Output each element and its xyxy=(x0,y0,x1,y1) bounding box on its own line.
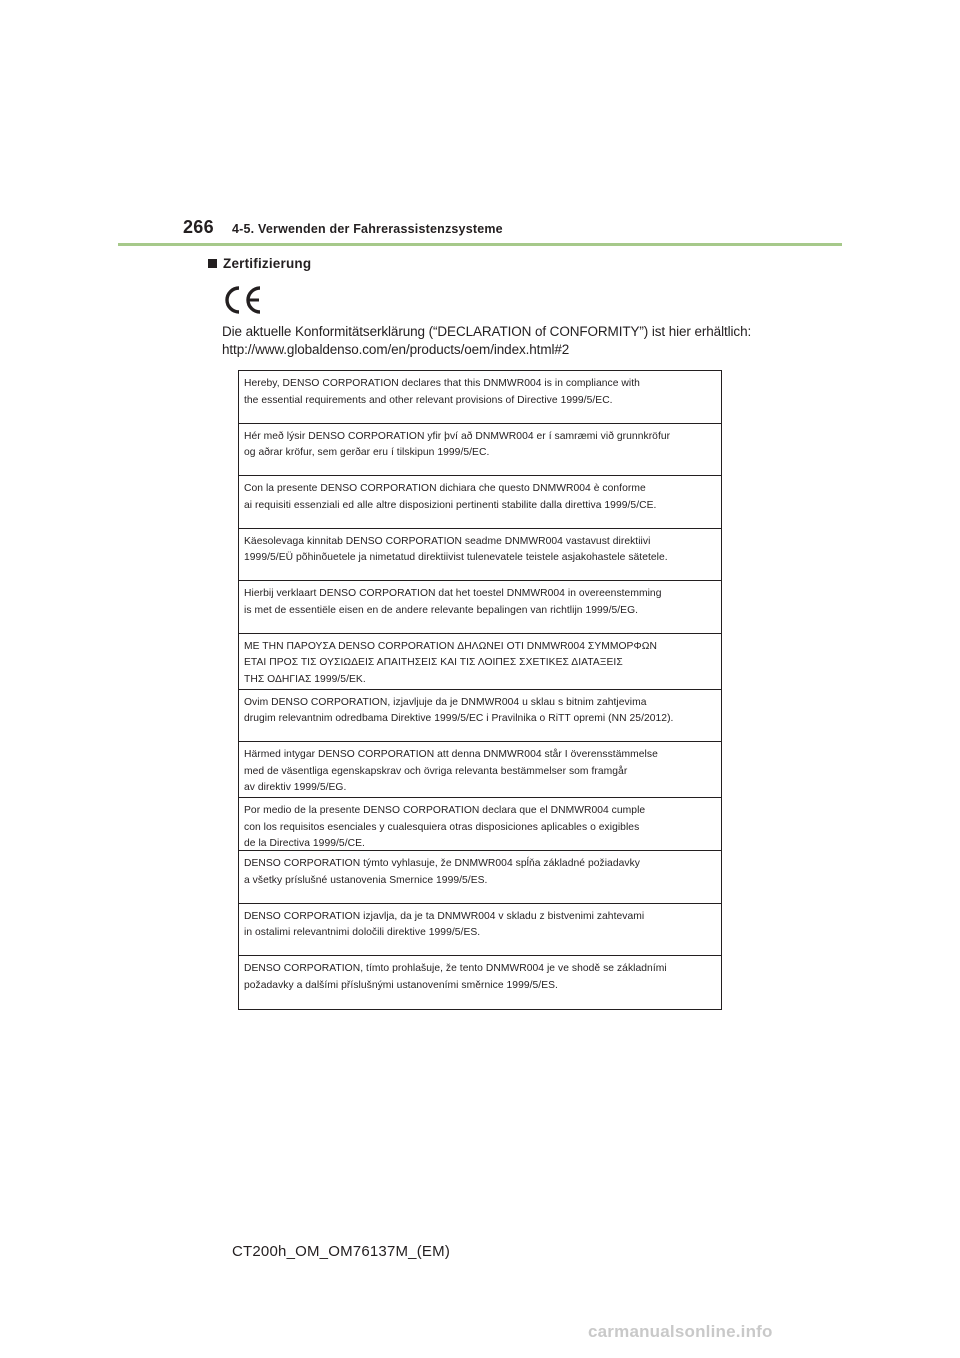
row-line: in ostalimi relevantnimi določili direktive 1999/5/ES. xyxy=(244,927,481,938)
row-line: a všetky príslušné ustanovenia Smernice 1999/5/ES. xyxy=(244,874,488,886)
subheading xyxy=(208,256,311,271)
row-line: DENSO CORPORATION izjavlja, da je ta DNMWR004 v skladu z bistvenimi zahtevami xyxy=(244,910,645,922)
row-line: Hér með lýsir DENSO CORPORATION yfir því að DNMWR004 er í samræmi við grunnkröfur xyxy=(244,430,671,442)
row-line: Hereby, DENSO CORPORATION declares that this DNMWR004 is in compliance with xyxy=(244,378,640,389)
header-divider xyxy=(118,243,842,246)
table-row xyxy=(239,742,721,798)
row-line: Con la presente DENSO CORPORATION dichiara che questo DNMWR004 è conforme xyxy=(244,483,646,494)
row-line: drugim relevantnim odredbama Direktive 1999/5/EC i Pravilnika o RiTT opremi (NN 25/2012). xyxy=(244,713,674,724)
table-row xyxy=(239,634,721,690)
section-title: 4-5. Verwenden der Fahrerassistenzsysteme xyxy=(232,222,503,236)
row-line: de la Directiva 1999/5/CE. xyxy=(244,838,365,849)
row-line: ai requisiti essenziali ed alle altre disposizioni pertinenti stabilite dalla direttiva 1999/5/CE. xyxy=(244,499,657,511)
row-line: DENSO CORPORATION týmto vyhlasuje, že DNMWR004 spĺňa základné požiadavky xyxy=(244,858,640,869)
table-row xyxy=(239,476,721,529)
row-line: Hierbij verklaart DENSO CORPORATION dat het toestel DNMWR004 in overeenstemming xyxy=(244,588,662,599)
declaration-url: http://www.globaldenso.com/en/products/oem/index.html#2 xyxy=(222,342,570,357)
row-line: Ovim DENSO CORPORATION, izjavljuje da je DNMWR004 u sklau s bitnim zahtjevima xyxy=(244,696,647,708)
table-row xyxy=(239,529,721,582)
table-row xyxy=(239,904,721,957)
row-line: 1999/5/EÜ põhinõuetele ja nimetatud direktiivist tulenevatele teistele asjakohastele sätetele. xyxy=(244,552,668,563)
row-line: ΤΗΣ ΟΔΗΓΙΑΣ 1999/5/ΕΚ. xyxy=(244,673,366,685)
row-line: is met de essentiële eisen en de andere relevante bepalingen van richtlijn 1999/5/EG. xyxy=(244,604,639,616)
row-line: požadavky a dalšími příslušnými ustanoveními směrnice 1999/5/ES. xyxy=(244,979,558,991)
table-row xyxy=(239,798,721,851)
row-line: Käesolevaga kinnitab DENSO CORPORATION seadme DNMWR004 vastavust direktiivi xyxy=(244,535,651,547)
ce-mark-icon xyxy=(223,284,265,316)
square-bullet-icon xyxy=(208,259,217,268)
row-line: av direktiv 1999/5/EG. xyxy=(244,782,347,793)
row-line: con los requisitos esenciales y cualesquiera otras disposiciones aplicables o exigibles xyxy=(244,821,640,833)
subheading-label: Zertifizierung xyxy=(223,256,312,271)
row-line: DENSO CORPORATION, tímto prohlašuje, že tento DNMWR004 je ve shodě se základními xyxy=(244,963,667,974)
table-row xyxy=(239,851,721,904)
watermark: carmanualsonline.info xyxy=(588,1322,773,1341)
row-line: ΕΤΑΙ ΠΡΟΣ ΤΙΣ ΟΥΣΙΩΔΕΙΣ ΑΠΑΙΤΗΣΕΙΣ ΚΑΙ ΤΙΣ ΛΟΙΠΕΣ ΣΧΕΤΙΚΕΣ ΔΙΑΤΑΞΕΙΣ xyxy=(244,657,623,668)
row-line: med de väsentliga egenskapskrav och övriga relevanta bestämmelser som framgår xyxy=(244,765,628,777)
table-row xyxy=(239,956,721,1009)
table-row xyxy=(239,424,721,477)
page-number: 266 xyxy=(183,217,214,237)
row-line: Härmed intygar DENSO CORPORATION att denna DNMWR004 står I överensstämmelse xyxy=(244,749,658,760)
row-line: the essential requirements and other relevant provisions of Directive 1999/5/EC. xyxy=(244,394,613,406)
declaration-paragraph xyxy=(222,323,822,359)
row-line: Por medio de la presente DENSO CORPORATION declara que el DNMWR004 cumple xyxy=(244,805,646,816)
table-row xyxy=(239,690,721,743)
table-row xyxy=(239,371,721,424)
footer-document-code: CT200h_OM_OM76137M_(EM) xyxy=(232,1243,451,1260)
row-line: ΜΕ ΤΗΝ ΠΑΡΟΥΣΑ DENSO CORPORATION ΔΗΛΩΝΕΙ ΟΤΙ DNMWR004 ΣΥΜΜΟΡΦΩΝ xyxy=(244,640,657,652)
table-row xyxy=(239,581,721,634)
declaration-text: Die aktuelle Konformitätserklärung (“DECLARATION of CONFORMITY”) ist hier erhältlich: xyxy=(222,324,752,339)
row-line: og aðrar kröfur, sem gerðar eru í tilskipun 1999/5/EC. xyxy=(244,447,490,458)
declaration-table xyxy=(238,370,722,1010)
